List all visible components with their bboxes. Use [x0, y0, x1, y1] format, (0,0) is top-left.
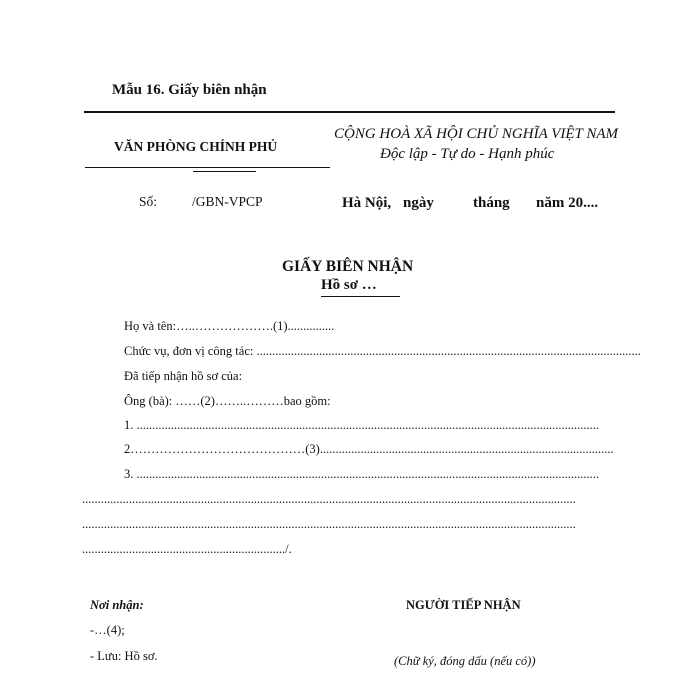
agency-short-rule — [193, 171, 256, 172]
position-line: Chức vụ, đơn vị công tác: ........................................................................................................................... — [124, 344, 641, 358]
document-number-label: Số: — [139, 194, 158, 209]
receiver-title: NGƯỜI TIẾP NHẬN — [406, 598, 521, 612]
name-line: Họ và tên:…..……………….(1)............... — [124, 319, 335, 333]
dotted-line-1: .............................................................................................................................................................. — [82, 492, 576, 506]
subtitle-underline — [321, 296, 400, 297]
dotted-line-2: .............................................................................................................................................................. — [82, 517, 576, 531]
form-code: Mẫu 16. Giấy biên nhận — [112, 82, 267, 98]
signature-note: (Chữ ký, đóng dấu (nếu có)) — [394, 654, 536, 668]
person-line: Ông (bà): ……(2)……..………bao gồm: — [124, 394, 331, 408]
date-place: Hà Nội, — [342, 195, 392, 211]
document-number-suffix: /GBN-VPCP — [192, 194, 263, 209]
top-divider — [84, 111, 615, 113]
date-year: năm 20.... — [536, 195, 599, 211]
date-month: tháng — [473, 195, 510, 211]
recipient-1: -…(4); — [90, 623, 125, 637]
nation-motto: Độc lập - Tự do - Hạnh phúc — [380, 146, 555, 162]
nation-name: CỘNG HOÀ XÃ HỘI CHỦ NGHĨA VIỆT NAM — [334, 126, 619, 142]
item-2: 2……………………………………(3).............................................................................................. — [124, 442, 614, 456]
item-1: 1. .................................................................................................................................................... — [124, 418, 599, 432]
dotted-line-3: ................................................................./. — [82, 542, 292, 556]
date-day: ngày — [403, 195, 434, 211]
item-3: 3. .................................................................................................................................................... — [124, 467, 599, 481]
recipient-2: - Lưu: Hồ sơ. — [90, 649, 158, 663]
recipients-label: Nơi nhận: — [90, 598, 144, 612]
received-line: Đã tiếp nhận hồ sơ của: — [124, 369, 243, 383]
agency-underline — [85, 167, 330, 168]
agency-name: VĂN PHÒNG CHÍNH PHỦ — [114, 139, 278, 154]
document-subtitle: Hồ sơ … — [321, 277, 377, 293]
document-title: GIẤY BIÊN NHẬN — [282, 258, 414, 275]
